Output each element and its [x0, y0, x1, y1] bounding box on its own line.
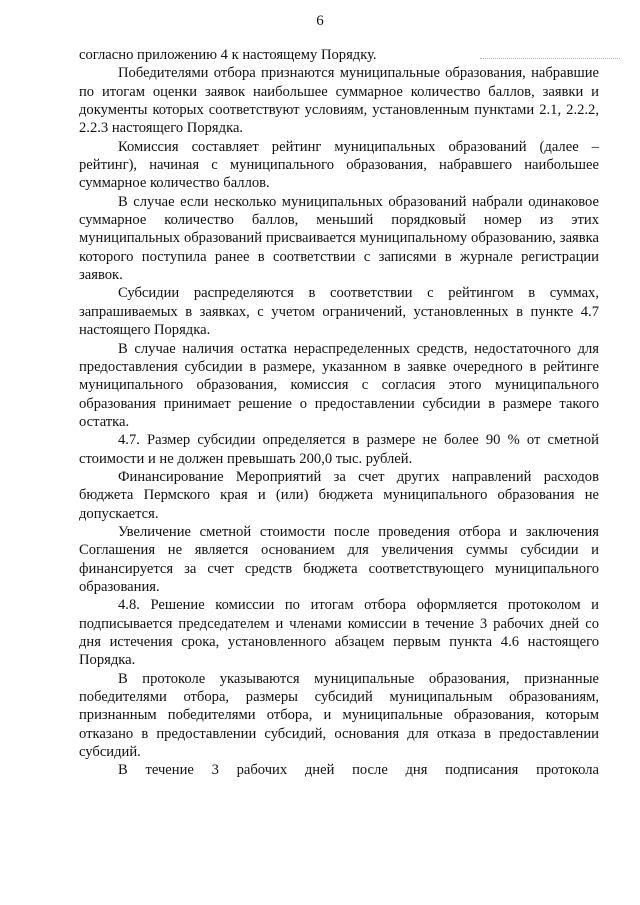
paragraph: Увеличение сметной стоимости после проведения отбора и заключения Соглашения не является основанием для увеличения суммы субсидии и финансируется за счет средств бюджета соответствующего муниципального образования.: [79, 523, 599, 595]
paragraph: Финансирование Мероприятий за счет других направлений расходов бюджета Пермского края и (или) бюджета муниципального образования не допускается.: [79, 468, 599, 522]
body-text: [79, 46, 599, 780]
paragraph: В течение 3 рабочих дней после дня подписания протокола: [118, 762, 599, 779]
paragraph: Победителями отбора признаются муниципальные образования, набравшие по итогам оценки заявок наибольшее суммарное количество баллов, заявки и документы которых соответствуют условиям, установленным пунктами 2.1, 2.2.2, 2.2.3 настоящего Порядка.: [79, 65, 599, 137]
paragraph: 4.8. Решение комиссии по итогам отбора оформляется протоколом и подписывается председателем и членами комиссии в течение 3 рабочих дней со дня истечения срока, установленного абзацем первым пункта 4.6 настоящего Порядка.: [79, 597, 599, 669]
paragraph: 4.7. Размер субсидии определяется в размере не более 90 % от сметной стоимости и не должен превышать 200,0 тыс. рублей.: [79, 432, 599, 467]
paragraph: Комиссия составляет рейтинг муниципальных образований (далее – рейтинг), начиная с муниципального образования, набравшего наибольшее суммарное количество баллов.: [79, 138, 599, 192]
page-number: 6: [316, 13, 324, 29]
paragraph: В протоколе указываются муниципальные образования, признанные победителями отбора, размеры субсидий муниципальным образованиям, признанным победителями отбора, и муниципальные образования, которым отказано в предоставлении субсидий, основания для отказа в предоставлении субсидий.: [79, 670, 599, 761]
paragraph: Субсидии распределяются в соответствии с рейтингом в суммах, запрашиваемых в заявках, с учетом ограничений, установленных в пункте 4.7 настоящего Порядка.: [79, 285, 599, 339]
paragraph: В случае наличия остатка нераспределенных средств, недостаточного для предоставления субсидии в размере, указанном в заявке очередного в рейтинге муниципального образования, комиссия с согласия этого муниципального образования принимает решение о предоставлении субсидии в размере такого остатка.: [79, 340, 599, 430]
paragraph: согласно приложению 4 к настоящему Порядку.: [79, 47, 377, 63]
paragraph: В случае если несколько муниципальных образований набрали одинаковое суммарное количество баллов, меньший порядковый номер из этих муниципальных образований присваивается муниципальному образованию, заявка которого поступила ранее в соответствии с записями в журнале регистрации заявок.: [79, 193, 599, 284]
